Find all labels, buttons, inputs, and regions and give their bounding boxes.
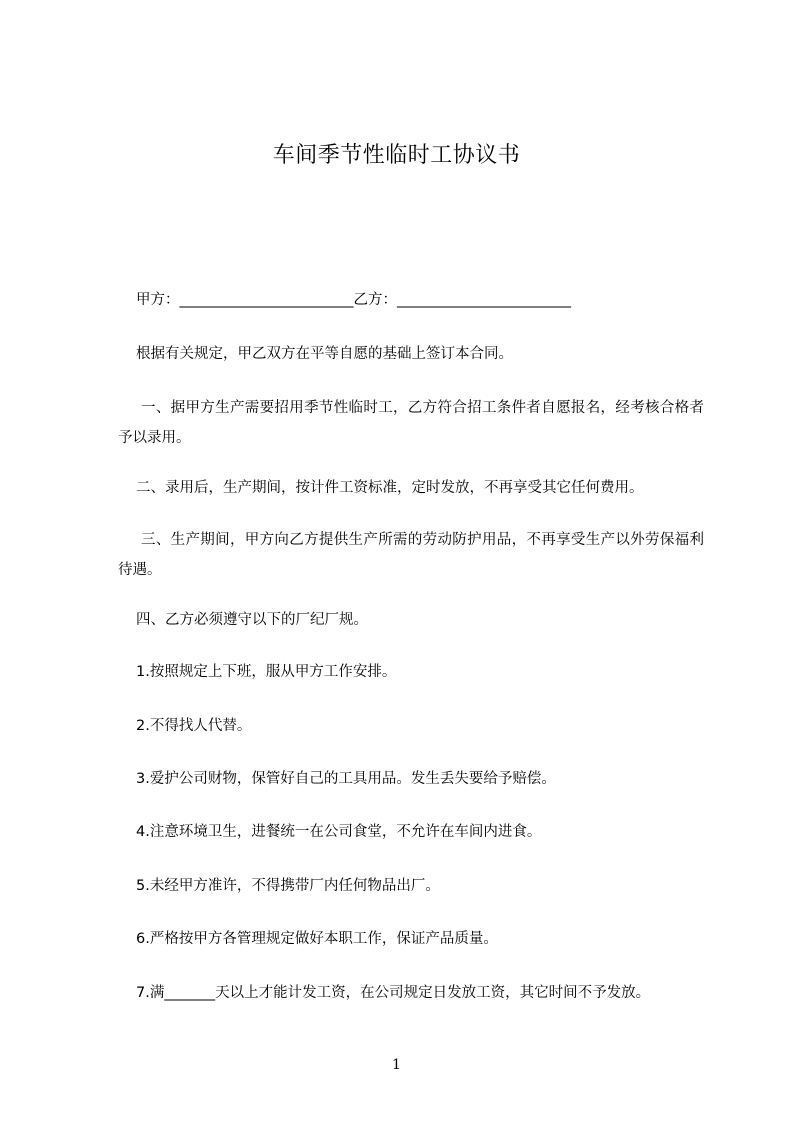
page-number: 1 <box>392 1057 401 1073</box>
clause-3: 三、生产期间，甲方向乙方提供生产所需的劳动防护用品，不再享受生产以外劳保福利待遇。 <box>118 532 704 578</box>
rule-2: 2.不得找人代替。 <box>136 718 252 734</box>
clause-1: 一、据甲方生产需要招用季节性临时工，乙方符合招工条件者自愿报名，经考核合格者予以录用。 <box>118 400 704 446</box>
intro-paragraph: 根据有关规定，甲乙双方在平等自愿的基础上签订本合同。 <box>136 346 513 362</box>
clause-4: 四、乙方必须遵守以下的厂纪厂规。 <box>136 612 368 628</box>
rule-5: 5.未经甲方准许，不得携带厂内任何物品出厂。 <box>136 878 440 894</box>
rule-4: 4.注意环境卫生，进餐统一在公司食堂，不允许在车间内进食。 <box>136 824 542 840</box>
document-title: 车间季节性临时工协议书 <box>272 143 521 168</box>
clause-2: 二、录用后，生产期间，按计件工资标准，定时发放，不再享受其它任何费用。 <box>136 480 644 496</box>
parties-line: 甲方：________________________乙方：________________________ <box>136 292 571 308</box>
rule-1: 1.按照规定上下班，服从甲方工作安排。 <box>136 664 397 680</box>
rule-3: 3.爱护公司财物，保管好自己的工具用品。发生丢失要给予赔偿。 <box>136 771 556 787</box>
rule-6: 6.严格按甲方各管理规定做好本职工作，保证产品质量。 <box>136 931 498 947</box>
rule-7: 7.满_______天以上才能计发工资，在公司规定日发放工资，其它时间不予发放。 <box>136 985 651 1001</box>
